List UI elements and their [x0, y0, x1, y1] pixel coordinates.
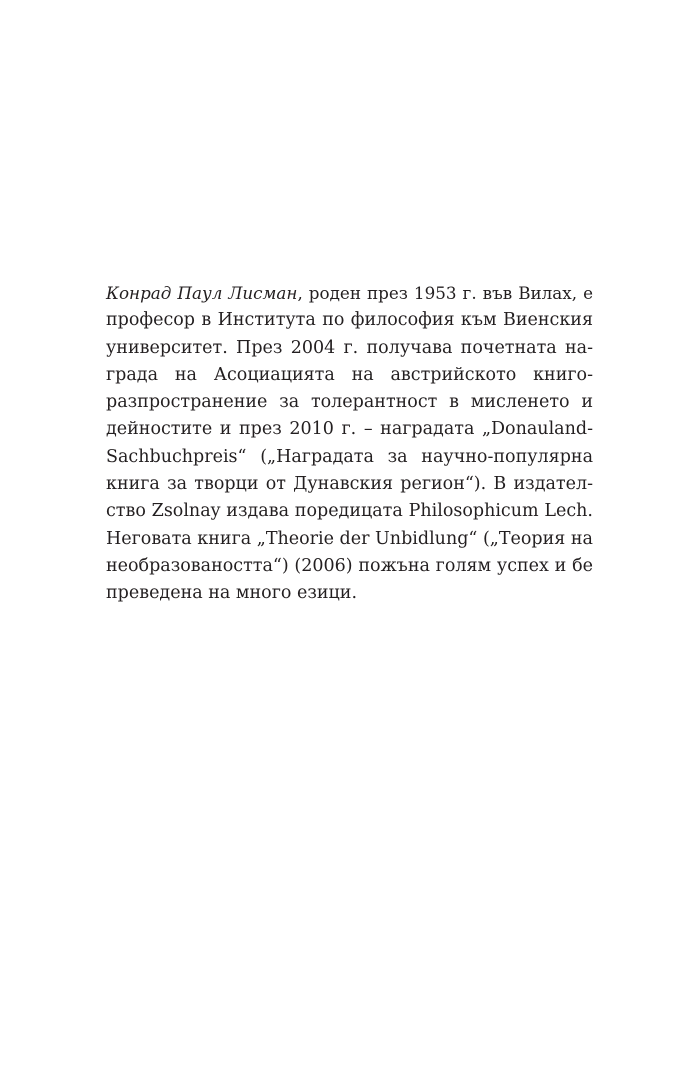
- bio-line-4: града на Асоциацията на австрийското книго-: [106, 364, 593, 385]
- bio-line-1-text: , роден през 1953 г. във Вилах, е: [297, 283, 593, 303]
- bio-line-2: професор в Института по философия към Виенския: [106, 310, 593, 331]
- bio-line-7: Sachbuchpreis“ („Наградата за научно-популярна: [106, 446, 593, 467]
- bio-line-12: преведена на много езици.: [106, 583, 358, 604]
- author-biography: [106, 280, 593, 608]
- bio-line-9: ство Zsolnay издава поредицата Philosophicum Lech.: [106, 501, 593, 522]
- bio-line-6: дейностите и през 2010 г. – наградата „Donauland-: [106, 419, 593, 440]
- bio-line-3: университет. През 2004 г. получава почетната на-: [106, 337, 593, 358]
- bio-line-1: [106, 280, 593, 307]
- bio-line-5: разпространение за толерантност в мисленето и: [106, 392, 593, 413]
- bio-line-8: книга за творци от Дунавския регион“). В издател-: [106, 474, 593, 495]
- author-name: Конрад Паул Лисман: [106, 283, 298, 303]
- bio-line-11: необразоваността“) (2006) пожъна голям успех и бе: [106, 555, 593, 576]
- bio-line-10: Неговата книга „Theorie der Unbidlung“ („Теория на: [106, 528, 593, 549]
